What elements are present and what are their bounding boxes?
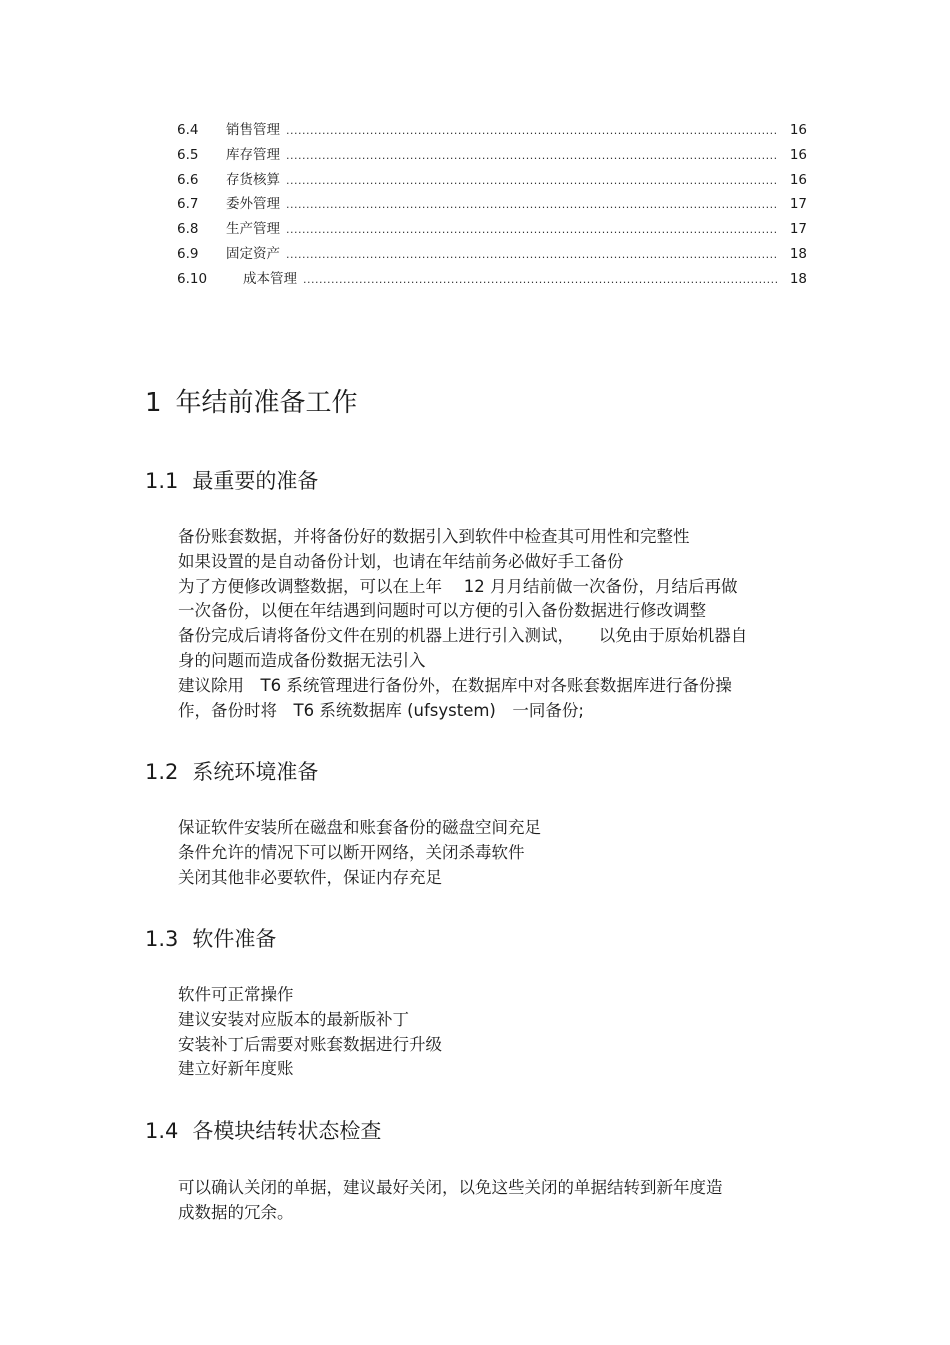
toc-entry[interactable] — [177, 242, 807, 267]
toc-number: 6.7 — [177, 196, 199, 213]
toc-title: 委外管理 — [226, 196, 280, 213]
body-line: 关闭其他非必要软件，保证内存充足 — [178, 867, 442, 887]
body-line: 成数据的冗余。 — [178, 1202, 294, 1222]
body-line: 备份账套数据，并将备份好的数据引入到软件中检查其可用性和完整性 — [178, 527, 690, 546]
toc-page-number: 16 — [789, 122, 807, 138]
toc-number: 6.9 — [177, 245, 199, 262]
body-line: 备份完成后请将备份文件在别的机器上进行引入测试， 以免由于原始机器自 — [178, 626, 748, 646]
section-heading — [145, 465, 318, 495]
toc-entry[interactable] — [177, 217, 807, 242]
section-number: 1.1 — [145, 469, 179, 493]
toc-entry[interactable] — [177, 267, 807, 292]
body-line: 保证软件安装所在磁盘和账套备份的磁盘空间充足 — [178, 818, 541, 837]
toc-title: 生产管理 — [226, 221, 280, 238]
chapter-number: 1 — [145, 388, 162, 418]
body-line: 如果设置的是自动备份计划，也请在年结前务必做好手工备份 — [178, 551, 624, 571]
body-line: 一次备份，以便在年结遇到问题时可以方便的引入备份数据进行修改调整 — [178, 601, 706, 621]
body-line: 软件可正常操作 — [178, 985, 294, 1004]
toc-number: 6.5 — [177, 146, 199, 163]
toc-number: 6.4 — [177, 122, 199, 138]
section-number: 1.2 — [145, 760, 179, 784]
toc-entry[interactable] — [177, 143, 807, 168]
toc-leader — [286, 149, 777, 162]
section-number: 1.3 — [145, 927, 179, 951]
table-of-contents — [177, 118, 807, 292]
toc-number: 6.8 — [177, 221, 199, 238]
section-body — [178, 525, 803, 723]
chapter-title: 年结前准备工作 — [175, 388, 358, 418]
toc-page-number: 18 — [789, 245, 807, 262]
section-title: 软件准备 — [192, 927, 277, 951]
body-line: 建立好新年度账 — [178, 1059, 294, 1079]
toc-title: 库存管理 — [226, 146, 280, 163]
body-line: 身的问题而造成备份数据无法引入 — [178, 650, 426, 670]
section-body — [178, 983, 803, 1082]
body-line: 建议安装对应版本的最新版补丁 — [178, 1009, 409, 1029]
toc-title: 销售管理 — [226, 122, 280, 138]
body-line: 作，备份时将 T6 系统数据库 (ufsystem) 一同备份; — [178, 700, 584, 720]
body-line: 建议除用 T6 系统管理进行备份外，在数据库中对各账套数据库进行备份操 — [178, 675, 732, 695]
toc-leader — [303, 273, 777, 286]
body-line: 条件允许的情况下可以断开网络，关闭杀毒软件 — [178, 842, 525, 862]
chapter-heading — [145, 382, 358, 419]
toc-page-number: 16 — [789, 171, 807, 188]
section-title: 最重要的准备 — [192, 469, 319, 493]
toc-leader — [286, 198, 777, 211]
toc-page-number: 16 — [789, 146, 807, 163]
section-heading — [145, 756, 318, 786]
section-body — [178, 816, 803, 890]
toc-page-number: 18 — [789, 270, 807, 287]
body-line: 安装补丁后需要对账套数据进行升级 — [178, 1034, 442, 1054]
section-body — [178, 1176, 803, 1226]
section-heading — [145, 1115, 381, 1145]
toc-entry[interactable] — [177, 168, 807, 193]
toc-page-number: 17 — [789, 221, 807, 238]
toc-title: 成本管理 — [243, 270, 297, 287]
toc-title: 存货核算 — [226, 171, 280, 188]
section-title: 系统环境准备 — [192, 760, 319, 784]
toc-leader — [286, 248, 777, 261]
toc-leader — [286, 223, 777, 236]
toc-page-number: 17 — [789, 196, 807, 213]
toc-entry[interactable] — [177, 192, 807, 217]
toc-number: 6.10 — [177, 270, 208, 287]
toc-leader — [286, 124, 777, 137]
toc-number: 6.6 — [177, 171, 199, 188]
body-line: 为了方便修改调整数据，可以在上年 12 月月结前做一次备份，月结后再做 — [178, 576, 738, 596]
toc-entry[interactable] — [177, 118, 807, 143]
section-heading — [145, 923, 276, 953]
section-title: 各模块结转状态检查 — [192, 1119, 382, 1143]
toc-leader — [286, 174, 777, 187]
toc-title: 固定资产 — [226, 245, 280, 262]
section-number: 1.4 — [145, 1119, 179, 1143]
body-line: 可以确认关闭的单据，建议最好关闭，以免这些关闭的单据结转到新年度造 — [178, 1178, 723, 1197]
